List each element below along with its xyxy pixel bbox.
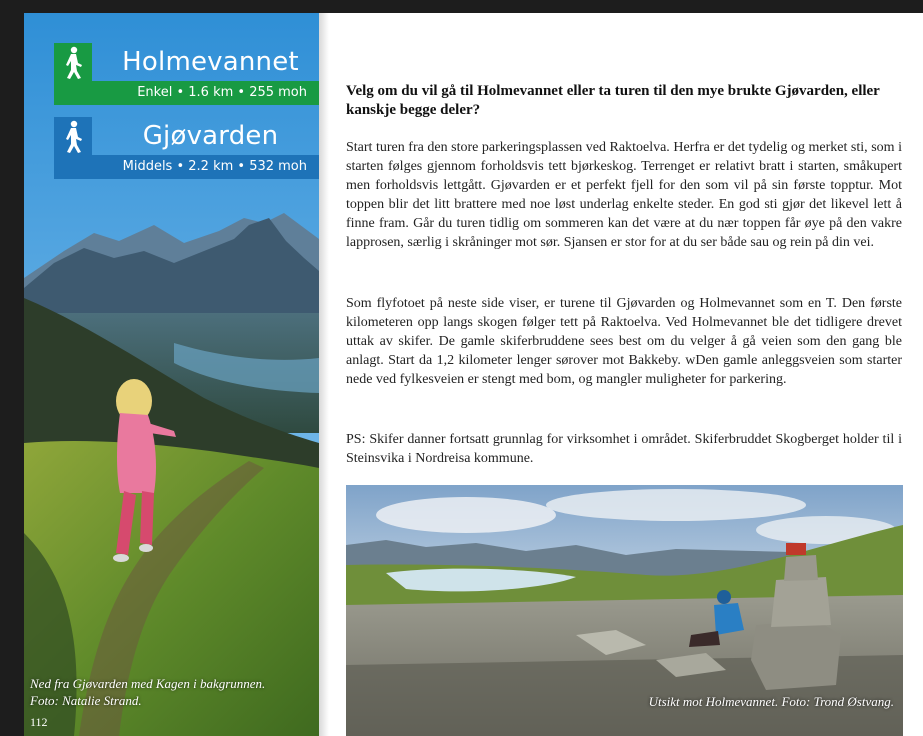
page-gutter xyxy=(319,13,329,736)
page-number: 112 xyxy=(30,715,48,729)
route-gjovarden xyxy=(54,117,319,179)
left-page xyxy=(24,13,319,736)
photo-caption: Ned fra Gjøvarden med Kagen i bakgrunnen. Foto: Natalie Strand. xyxy=(30,676,266,708)
route-info: Enkel • 1.6 km • 255 moh xyxy=(54,81,319,105)
book-spread xyxy=(24,13,923,736)
right-page xyxy=(344,13,923,736)
photo-caption: Utsikt mot Holmevannet. Foto: Trond Østvang. xyxy=(648,694,894,709)
route-holmevannet xyxy=(54,43,319,105)
route-info: Middels • 2.2 km • 532 moh xyxy=(54,155,319,179)
route-name: Gjøvarden xyxy=(142,121,279,151)
hiker-icon xyxy=(54,43,92,81)
paragraph: PS: Skifer danner fortsatt grunnlag for virksomhet i området. Skiferbruddet Skogberget holder til i Steinsvika i Nordreisa kommune. xyxy=(346,432,902,466)
hiker-icon xyxy=(54,117,92,155)
paragraph: Start turen fra den store parkeringsplassen ved Raktoelva. Herfra er det tydelig og merket sti, som i starten følges gjennom forholdsvis tett bjørkeskog. Terrenget er relativt bratt i starten, småkupert men forholdsvis lettgått. Gjøvarden er et perfekt fjell for den som vil på sin første topptur. Mot toppen blir det litt brattere med noe løst underlag enkelte steder. En god sti gjør det likevel lett å finne fram. Går du turen tidlig om sommeren kan det være at du nær toppen får øye på den vakre lapprosen, særlig i skråninger mot sør. Sjansen er stor for at du ser både sau og rein på din vei. xyxy=(346,140,902,250)
lead-heading: Velg om du vil gå til Holmevannet eller ta turen til den mye brukte Gjøvarden, eller kanskje begge deler? xyxy=(346,83,880,118)
route-name: Holmevannet xyxy=(122,47,299,77)
paragraph: Som flyfotoet på neste side viser, er turene til Gjøvarden og Holmevannet som en T. Den første kilometeren opp langs skogen følger tett på Raktoelva. Ved Holmevannet ble det tidligere drevet uttak av skifer. De gamle skiferbruddene sees best om du velger å gå veien som den gang ble anlagt. Start da 1,2 kilometer lenger sørover mot Bakkeby. wDen gamle anleggsveien som starter nede ved fylkesveien er stengt med bom, og mangler muligheter for parkering. xyxy=(346,296,902,387)
